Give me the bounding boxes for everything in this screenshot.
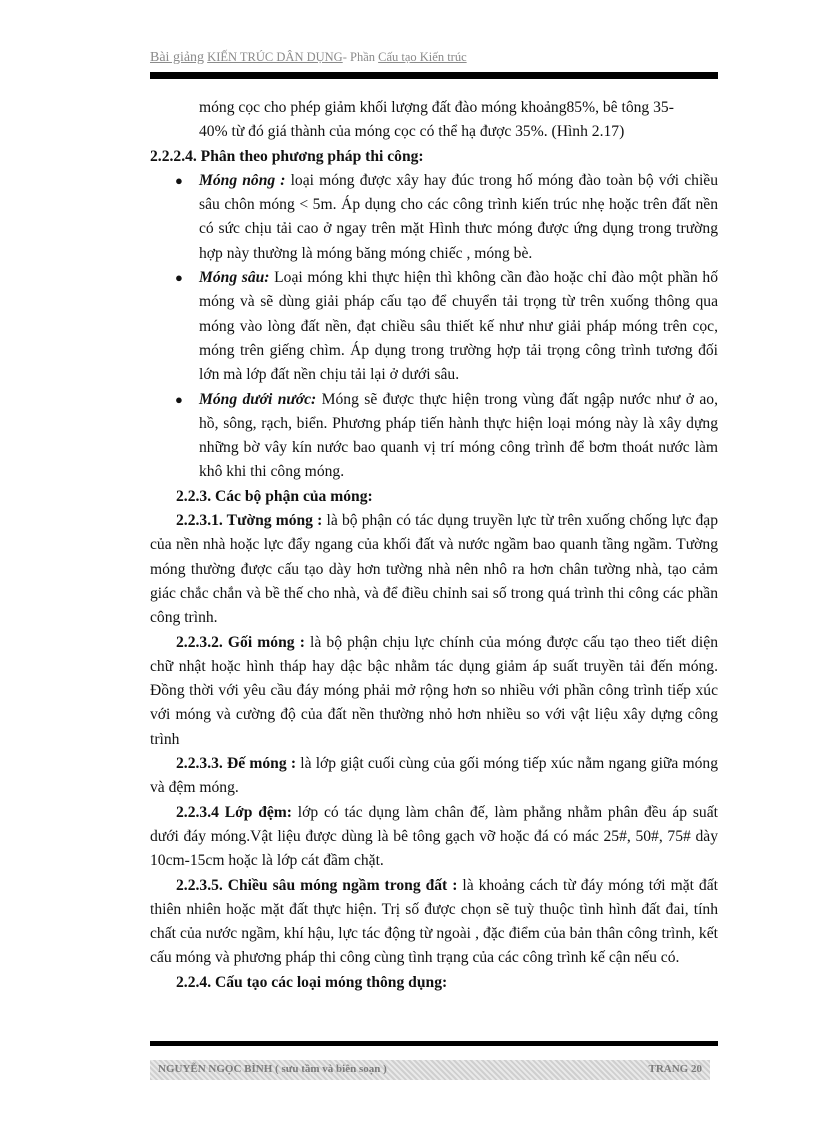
paragraph-text: là bộ phận chịu lực chính của móng được cấu tạo theo tiết diện chữ nhật hoặc hình tháp hay dậc bậc nhằm tác dụng giảm áp suất truyền tải đến móng. Đồng thời với yêu cầu đáy móng phải mở rộng hơn so nhiều với phần công trình tiếp xúc với móng và cường độ của đất nền thường nhỏ hơn nhiều so với vật liệu xây dựng công trình [150,633,718,748]
paragraph-text: là khoảng cách từ đáy móng tới mặt đất thiên nhiên hoặc mặt đất thực hiện. Trị số được chọn sẽ tuỳ thuộc tình hình đất đai, tính chất của nước ngầm, khí hậu, lực tác động từ ngoài , đặc điểm của bản thân công trình, kết cấu móng và phương pháp thi công cùng tình trạng của các công trình kế cận nếu có. [150,876,718,967]
bullet-item [150,266,718,387]
paragraph-term: 2.2.3.5. Chiều sâu móng ngầm trong đất : [176,876,458,894]
bullet-text: Loại móng khi thực hiện thì không cần đào hoặc chỉ đào một phần hố móng và sẽ dùng giải pháp cấu tạo để chuyển tải trọng từ trên xuống thông qua móng vào lòng đất nền, đạt chiều sâu thiết kế như như giải pháp móng trên cọc, móng trên giếng chìm. Áp dụng trong trường hợp tải trọng công trình tương đối lớn mà lớp đất nền chịu tải lại ở dưới sâu. [199,269,718,384]
footer-rule [150,1041,718,1046]
bullet-item [150,169,718,266]
footer-author: NGUYỄN NGỌC BÌNH ( sưu tầm và biên soạn ) [158,1063,387,1075]
heading-2224: 2.2.2.4. Phân theo phương pháp thi công: [150,147,424,165]
paragraph [150,509,718,630]
bullet-icon: ● [175,270,183,286]
paragraph [150,801,718,874]
paragraph [150,874,718,971]
bullet-text: Móng sẽ được thực hiện trong vùng đất ngập nước như ở ao, hồ, sông, rạch, biển. Phương pháp tiến hành thực hiện loại móng này là xây dựng những bờ vây kín nước bao quanh vị trí móng công trình để bơm thoát nước làm khô khi thi công móng. [199,390,718,481]
footer-page-number: TRANG 20 [648,1063,702,1075]
paragraph-term: 2.2.3.1. Tường móng : [176,512,323,530]
paragraph-text: là lớp giật cuối cùng của gối móng tiếp xúc nằm ngang giữa móng và đệm móng. [150,755,719,797]
paragraph-term: 2.2.3.3. Đế móng : [176,755,297,773]
header-rule [150,72,718,79]
bullet-icon: ● [175,172,183,188]
bullet-item [150,388,718,485]
bullet-term: Móng dưới nước: [199,390,317,408]
paragraph-text: lớp có tác dụng làm chân đế, làm phẳng nhằm phân đều áp suất dưới đáy móng.Vật liệu được dùng là bê tông gạch vỡ hoặc đá có mác 25#, 50#, 75# dày 10cm-15cm hoặc là lớp cát đầm chặt. [150,803,718,870]
header-part-title: Cấu tạo Kiến trúc [378,50,467,64]
paragraph [150,631,718,752]
paragraph-text: là bộ phận có tác dụng truyền lực từ trên xuống chống lực đạp của nền nhà hoặc lực đẩy ngang của khối đất và nước ngầm bao quanh tầng ngầm. Tường móng thường được cấu tạo dày hơn tường nhà nên nhô ra hơn chân tường nhà, tạo cảm giác chắc chắn và bề thế cho nhà, và để điều chỉnh sai số trong quá trình thi công các phần công trình. [150,512,718,627]
intro-line-2: 40% từ đó giá thành của móng cọc có thể hạ được 35%. (Hình 2.17) [199,123,625,141]
header-lecture-prefix: Bài giảng [150,50,205,65]
page-footer [150,1060,710,1080]
bullet-term: Móng nông : [199,171,286,189]
header-part-prefix: - Phần [342,50,375,64]
heading-224: 2.2.4. Cấu tạo các loại móng thông dụng: [176,973,448,991]
bullet-text: loại móng được xây hay đúc trong hố móng đào toàn bộ với chiều sâu chôn móng < 5m. Áp dụng cho các công trình kiến trúc nhẹ hoặc trên đất nền có sức chịu tải cao ở ngay trên mặt Hình thưc móng được ứng dụng trong trường hợp này thường là móng băng móng chiếc , móng bè. [199,171,718,262]
heading-223: 2.2.3. Các bộ phận của móng: [176,487,373,505]
page-header [150,50,718,66]
paragraph-term: 2.2.3.2. Gối móng : [176,633,305,651]
bullet-icon: ● [175,391,183,407]
header-course: KIẾN TRÚC DÂN DỤNG [207,50,343,64]
intro-line-1: móng cọc cho phép giảm khối lượng đất đào móng khoảng85%, bê tông 35- [199,99,674,116]
paragraph-term: 2.2.3.4 Lớp đệm: [176,803,292,821]
paragraph [150,752,718,801]
bullet-term: Móng sâu: [199,269,270,287]
document-body [150,96,718,995]
